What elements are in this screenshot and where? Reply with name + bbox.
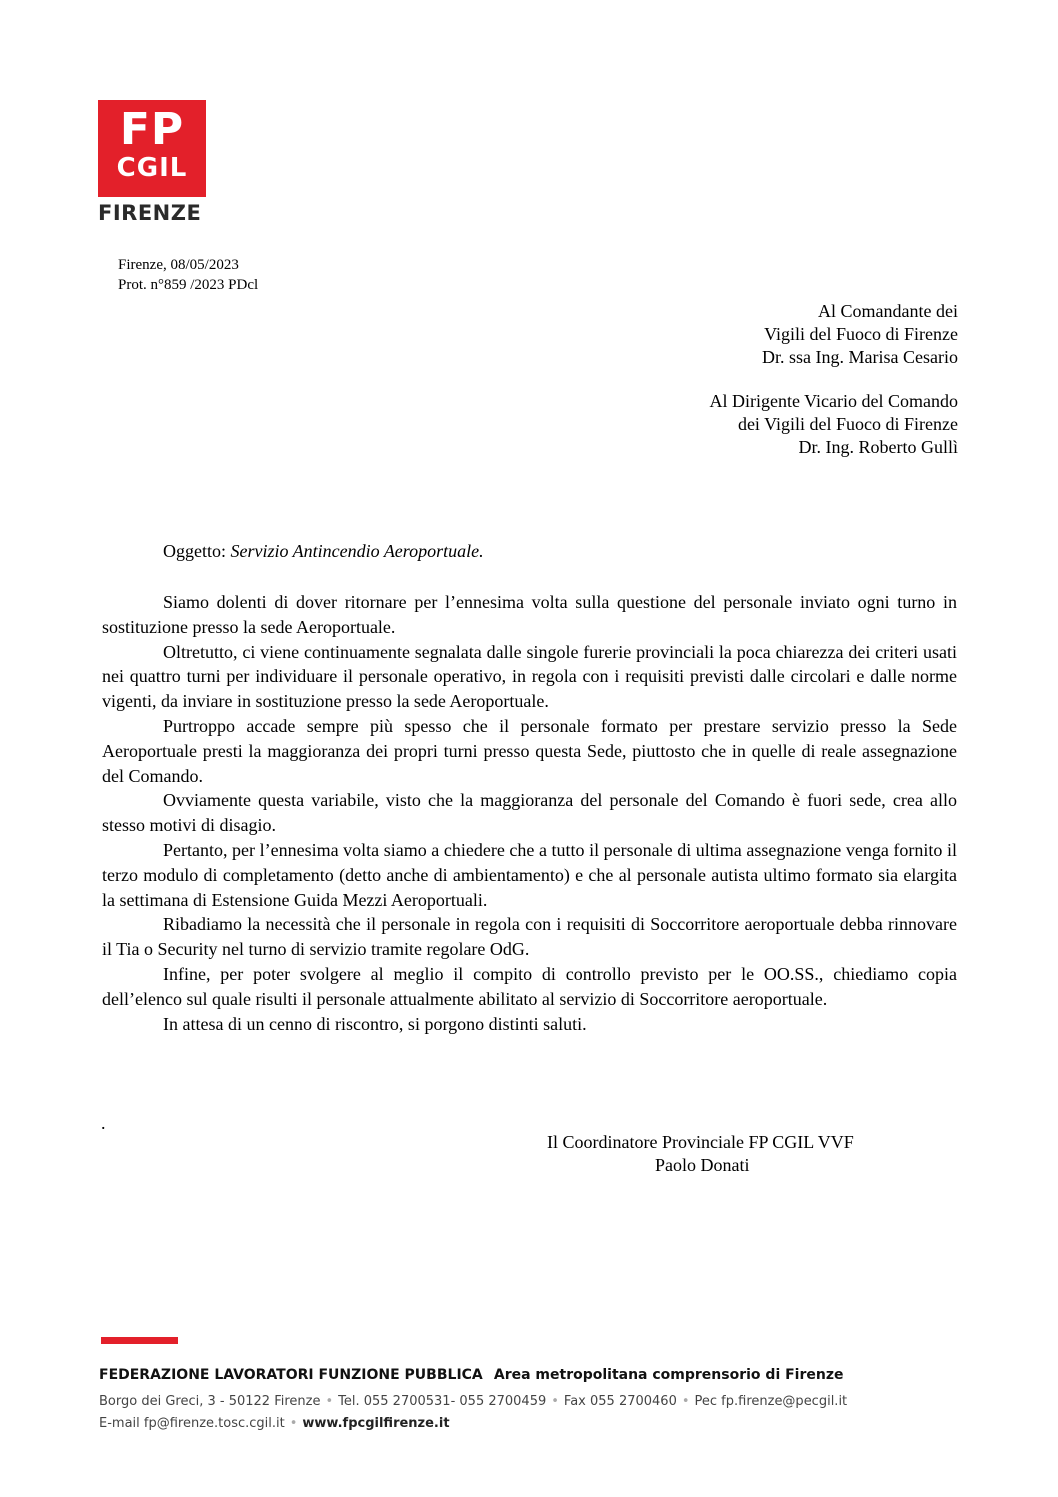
footer-org-name: FEDERAZIONE LAVORATORI FUNZIONE PUBBLICA — [99, 1367, 483, 1383]
logo-red-box — [98, 100, 206, 197]
body-paragraph: Purtroppo accade sempre più spesso che il personale formato per prestare servizio presso la Sede Aeroportuale presti la maggioranza dei propri turni presso questa Sede, piuttosto che in quelle di reale assegnazione del Comando. — [102, 715, 957, 786]
body-paragraph: Ovviamente questa variabile, visto che la maggioranza del personale del Comando è fuori sede, crea allo stesso motivi di disagio. — [102, 790, 957, 836]
bullet-separator: • — [681, 1394, 690, 1409]
body-paragraph: Ribadiamo la necessità che il personale in regola con i requisiti di Soccorritore aeroportuale debba rinnovare il Tia o Security nel turno di servizio tramite regolare OdG. — [102, 914, 957, 960]
footer-tel: Tel. 055 2700531- 055 2700459 — [338, 1394, 547, 1409]
recipient-line: Al Comandante dei — [818, 301, 958, 321]
logo-cgil: CGIL — [116, 153, 188, 183]
footer-website: www.fpcgilfirenze.it — [302, 1416, 450, 1431]
letter-body — [102, 590, 957, 1036]
footer-area: Area metropolitana comprensorio di Firenze — [493, 1367, 844, 1383]
body-paragraph: Siamo dolenti di dover ritornare per l’ennesima volta sulla questione del personale inviato ogni turno in sostituzione presso la sede Aeroportuale. — [102, 592, 957, 637]
bullet-separator: • — [551, 1394, 559, 1409]
recipient-line: dei Vigili del Fuoco di Firenze — [737, 414, 958, 434]
footer-email: E-mail fp@firenze.tosc.cgil.it — [99, 1416, 285, 1431]
recipients — [709, 300, 958, 459]
bullet-separator: • — [289, 1416, 298, 1431]
signature-title: Il Coordinatore Provinciale FP CGIL VVF — [547, 1132, 854, 1152]
logo-fp: FP — [119, 104, 185, 155]
body-paragraph: Oltretutto, ci viene continuamente segnalata dalle singole furerie provinciali la poca chiarezza dei criteri usati nei quattro turni per individuare il personale operativo, in regola con i requisiti previsti dalle circolari e dalle norme vigenti, da inviare in sostituzione presso la sede Aeroportuale. — [102, 641, 957, 712]
subject-text: Servizio Antincendio Aeroportuale. — [230, 541, 484, 561]
recipient-block — [709, 390, 958, 459]
recipient-line: Dr. Ing. Roberto Gullì — [798, 437, 958, 457]
footer-contacts — [99, 1391, 847, 1413]
signature-name: Paolo Donati — [655, 1155, 750, 1175]
recipient-line: Dr. ssa Ing. Marisa Cesario — [762, 347, 958, 367]
recipient-block — [709, 300, 958, 369]
signature-block — [547, 1131, 854, 1177]
recipient-line: Al Dirigente Vicario del Comando — [709, 391, 958, 411]
protocol-number: Prot. n°859 /2023 PDcl — [118, 277, 259, 293]
letter-date: Firenze, 08/05/2023 — [118, 257, 239, 273]
recipient-line: Vigili del Fuoco di Firenze — [764, 324, 958, 344]
body-paragraph: In attesa di un cenno di riscontro, si porgono distinti saluti. — [163, 1013, 587, 1034]
logo-city: FIRENZE — [98, 201, 202, 225]
stray-mark: . — [101, 1113, 106, 1133]
subject-label: Oggetto: — [163, 541, 226, 561]
body-paragraph: Infine, per poter svolgere al meglio il compito di controllo previsto per le OO.SS., chiediamo copia dell’elenco sul quale risulti il personale attualmente abilitato al servizio di Soccorritore aeroportuale. — [102, 963, 957, 1009]
fp-cgil-logo — [98, 100, 206, 225]
footer-web-line — [99, 1413, 847, 1435]
footer-address: Borgo dei Greci, 3 - 50122 Firenze — [99, 1394, 321, 1409]
footer-pec: Pec fp.firenze@pecgil.it — [694, 1394, 848, 1409]
letterhead-footer — [99, 1364, 847, 1435]
subject-line — [163, 541, 484, 562]
bullet-separator: • — [325, 1394, 334, 1409]
letter-meta — [118, 255, 258, 295]
footer-red-bar — [101, 1337, 178, 1344]
body-paragraph: Pertanto, per l’ennesima volta siamo a chiedere che a tutto il personale di ultima assegnazione venga fornito il terzo modulo di completamento (detto anche di ambientamento) e che al personale autista ultimo formato sia elargita la settimana di Estensione Guida Mezzi Aeroportuali. — [102, 839, 957, 910]
footer-fax: Fax 055 2700460 — [563, 1394, 677, 1409]
